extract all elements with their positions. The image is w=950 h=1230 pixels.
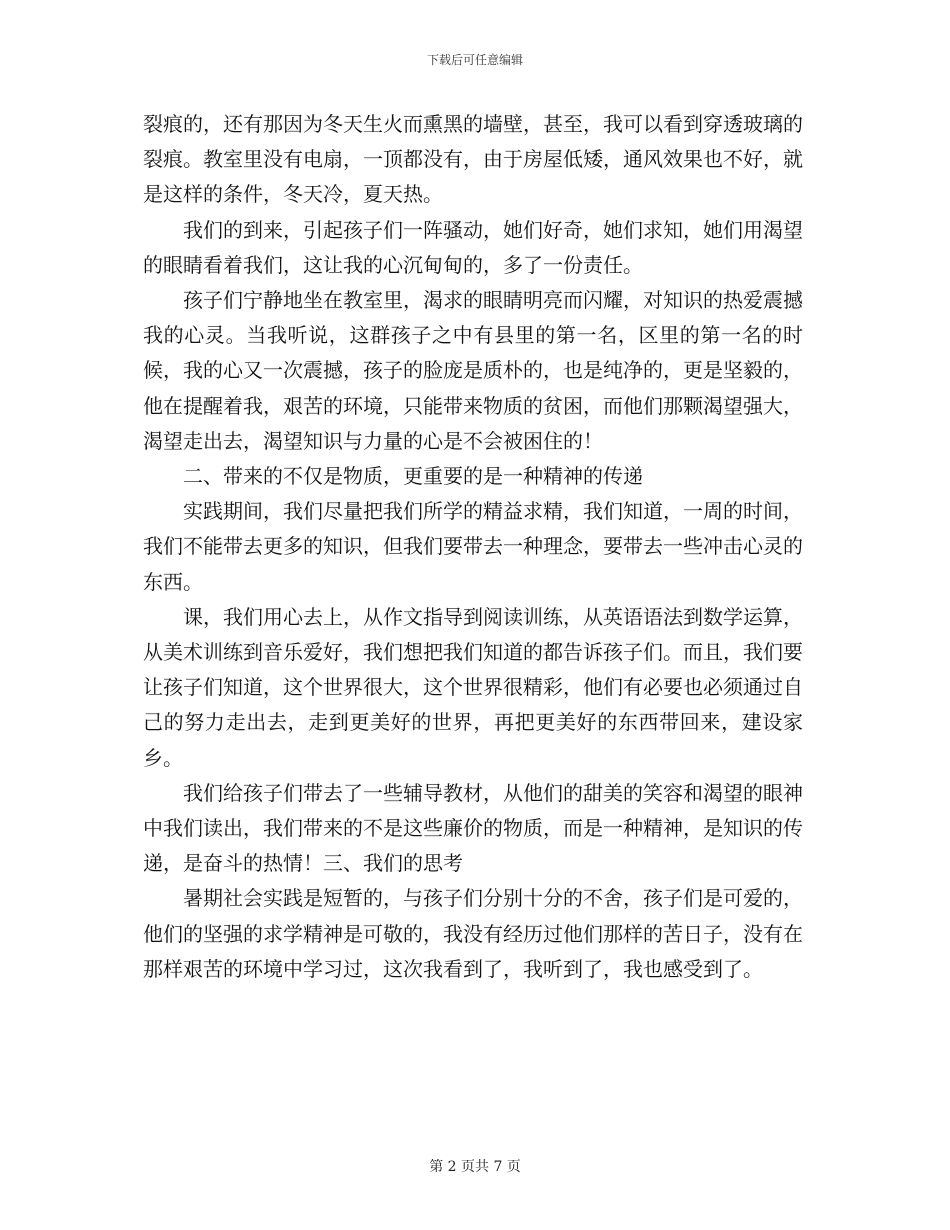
paragraph-arrival: 我们的到来，引起孩子们一阵骚动，她们好奇，她们求知，她们用渴望的眼睛看着我们，这让我的心沉甸甸的，多了一份责任。 xyxy=(143,217,803,277)
document-body xyxy=(143,107,803,987)
page-header-note: 下载后可任意编辑 xyxy=(426,53,523,67)
section-heading-two: 二、带来的不仅是物质，更重要的是一种精神的传递 xyxy=(183,464,643,489)
paragraph-continuation: 裂痕的，还有那因为冬天生火而熏黑的墙壁，甚至，我可以看到穿透玻璃的裂痕。教室里没有电扇，一顶都没有，由于房屋低矮，通风效果也不好，就是这样的条件，冬天冷，夏天热。 xyxy=(143,112,803,207)
paragraph-practice-period: 实践期间，我们尽量把我们所学的精益求精，我们知道，一周的时间，我们不能带去更多的知识，但我们要带去一种理念，要带去一些冲击心灵的东西。 xyxy=(143,499,803,594)
paragraph-children-classroom: 孩子们宁静地坐在教室里，渴求的眼睛明亮而闪耀，对知识的热爱震撼我的心灵。当我听说，这群孩子之中有县里的第一名，区里的第一名的时候，我的心又一次震撼，孩子的脸庞是质朴的，也是纯净的，更是坚毅的，他在提醒着我，艰苦的环境，只能带来物质的贫困，而他们那颗渴望强大，渴望走出去，渴望知识与力量的心是不会被困住的！ xyxy=(143,288,803,453)
paragraph-summer-practice: 暑期社会实践是短暂的，与孩子们分别十分的不舍，孩子们是可爱的，他们的坚强的求学精神是可敬的，我没有经历过他们那样的苦日子，没有在那样艰苦的环境中学习过，这次我看到了，我听到了，我也感受到了。 xyxy=(143,886,803,981)
paragraph-lessons: 课，我们用心去上，从作文指导到阅读训练，从英语语法到数学运算，从美术训练到音乐爱好，我们想把我们知道的都告诉孩子们。而且，我们要让孩子们知道，这个世界很大，这个世界很精彩，他们有必要也必须通过自己的努力走出去，走到更美好的世界，再把更美好的东西带回来，建设家乡。 xyxy=(143,604,803,770)
page-number: 第 2 页共 7 页 xyxy=(429,1159,521,1175)
paragraph-materials: 我们给孩子们带去了一些辅导教材，从他们的甜美的笑容和渴望的眼神中我们读出，我们带来的不是这些廉价的物质，而是一种精神，是知识的传递，是奋斗的热情！三、我们的思考 xyxy=(143,780,803,876)
